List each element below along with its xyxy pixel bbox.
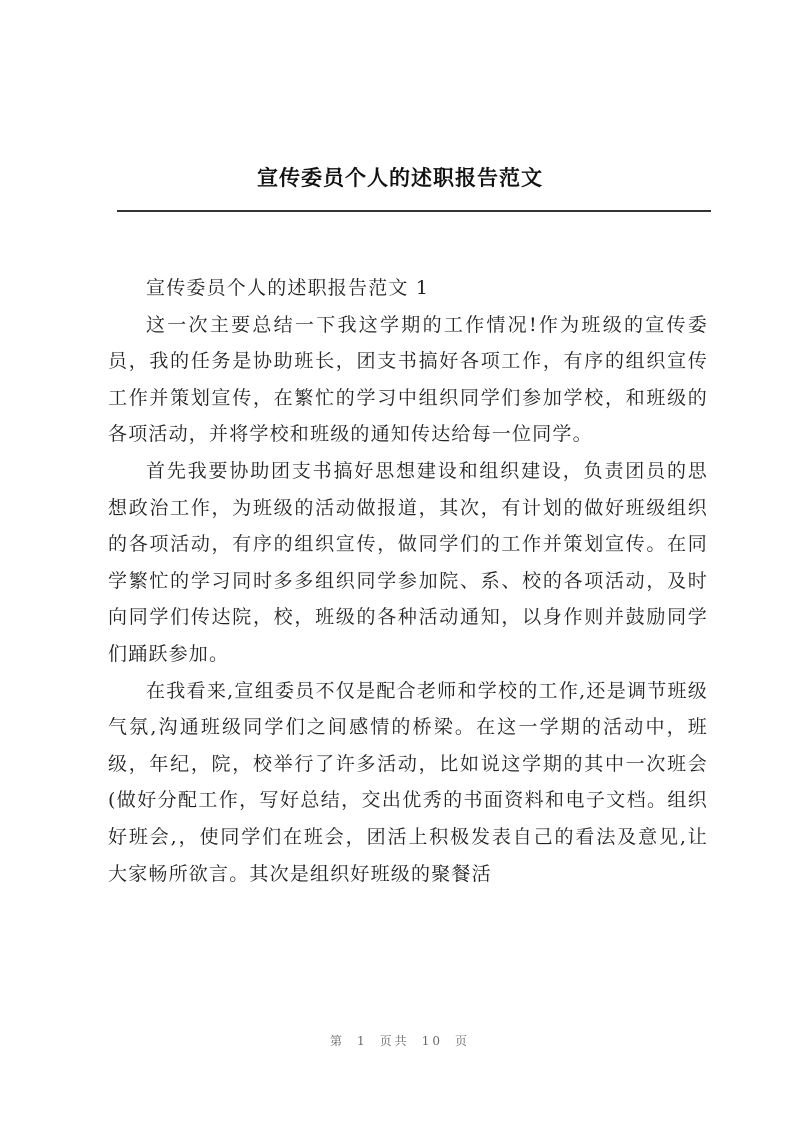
- footer-label-page: 第: [330, 1034, 346, 1048]
- paragraph: 首先我要协助团支书搞好思想建设和组织建设，负责团员的思想政治工作，为班级的活动做报道，其次，有计划的做好班级组织的各项活动，有序的组织宣传，做同学们的工作并策划宣传。在同学繁忙的学习同时多多组织同学参加院、系、校的各项活动，及时向同学们传达院，校，班级的各种活动通知，以身作则并鼓励同学们踊跃参加。: [108, 459, 708, 665]
- title-underline: [117, 210, 711, 212]
- footer-total-pages: 10: [421, 1034, 443, 1048]
- section-heading: 宣传委员个人的述职报告范文 1: [146, 277, 430, 299]
- paragraph: 这一次主要总结一下我这学期的工作情况!作为班级的宣传委员，我的任务是协助班长，团支书搞好各项工作，有序的组织宣传工作并策划宣传，在繁忙的学习中组织同学们参加学校，和班级的各项活动，并将学校和班级的通知传达给每一位同学。: [108, 313, 708, 446]
- footer-label-of: 页共: [379, 1034, 410, 1048]
- document-body: [108, 270, 708, 892]
- footer-label-pages: 页: [454, 1034, 470, 1048]
- document-title: 宣传委员个人的述职报告范文: [257, 165, 543, 190]
- page-footer: [0, 1032, 800, 1049]
- paragraph: 在我看来,宣组委员不仅是配合老师和学校的工作,还是调节班级气氛,沟通班级同学们之间感情的桥梁。在这一学期的活动中，班级，年纪，院，校举行了许多活动，比如说这学期的其中一次班会(做好分配工作，写好总结，交出优秀的书面资料和电子文档。组织好班会,，使同学们在班会，团活上积极发表自己的看法及意见,让大家畅所欲言。其次是组织好班级的聚餐活: [108, 679, 708, 885]
- footer-current-page: 1: [357, 1034, 368, 1048]
